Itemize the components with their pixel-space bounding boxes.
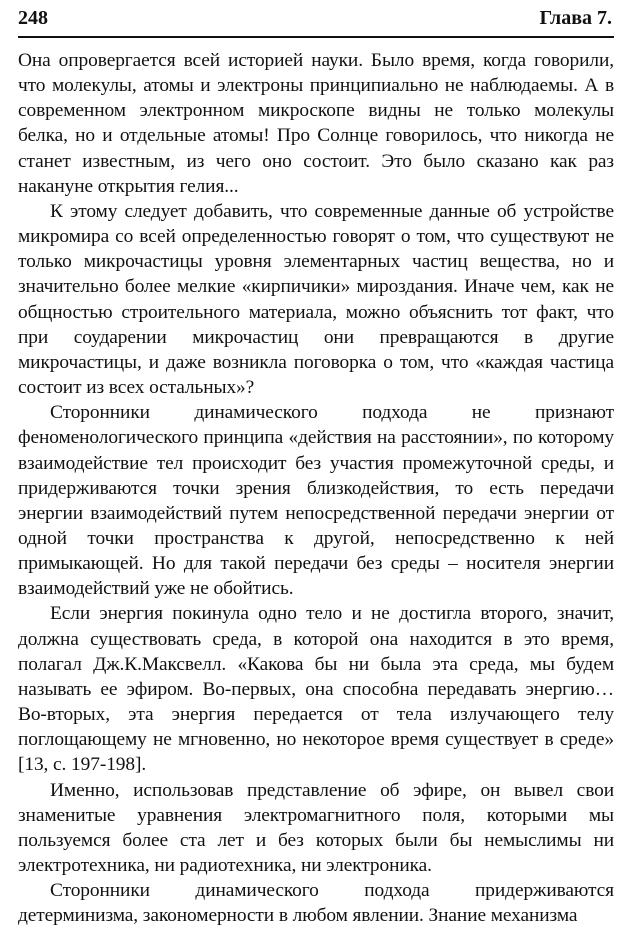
paragraph-1: Она опровергается всей историей науки. Было время, когда говорили, что молекулы, атомы и электроны принципиально не наблюдаемы. А в современном электронном микроскопе видны не только молекулы белка, но и отдельные атомы! Про Солнце говорилось, что никогда не станет известным, из чего оно состоит. Это было сказано как раз накануне открытия гелия... (18, 50, 614, 197)
chapter-title: Глава 7. (539, 7, 612, 29)
paragraph-3: Сторонники динамического подхода не признают феноменологического принципа «действия на расстоянии», по которому взаимодействие тел происходит без участия промежуточной среды, и придерживаются точки зрения близкодействия, то есть передачи энергии взаимодействий путем непосредственной передачи энергии от одной точки пространства к другой, непосредственно к ней примыкающей. Но для такой передачи без среды – носителя энергии взаимодействий уже не обойтись. (18, 402, 614, 600)
paragraph-2: К этому следует добавить, что современные данные об устройстве микромира со всей определенностью говорят о том, что существуют не только микрочастицы уровня элементарных частиц вещества, но и значительно более мелкие «кирпичики» мироздания. Иначе чем, как не общностью строительного материала, можно объяснить тот факт, что при соударении микрочастиц они превращаются в другие микрочастицы, и даже возникла поговорка о том, что «каждая частица состоит из всех остальных»? (18, 200, 614, 399)
paragraph-4: Если энергия покинула одно тело и не достигла второго, значит, должна существовать среда, в которой она находится в это время, полагал Дж.К.Максвелл. «Какова бы ни была эта среда, мы будем называть ее эфиром. Во-первых, она способна передавать энергию… Во-вторых, эта энергия передается от тела излучающего телу поглощающему не мгновенно, но некоторое время существует в среде» [13, с. 197-198]. (18, 603, 614, 776)
running-head (18, 0, 614, 38)
body-text (18, 48, 614, 928)
paragraph-6: Сторонники динамического подхода придерживаются детерминизма, закономерности в любом явлении. Знание механизма (18, 880, 614, 927)
page-number: 248 (18, 7, 48, 29)
paragraph-5: Именно, использовав представление об эфире, он вывел свои знаменитые уравнения электромагнитного поля, которыми мы пользуемся более ста лет и без которых были бы немыслимы ни электротехника, ни радиотехника, ни электроника. (18, 779, 614, 876)
